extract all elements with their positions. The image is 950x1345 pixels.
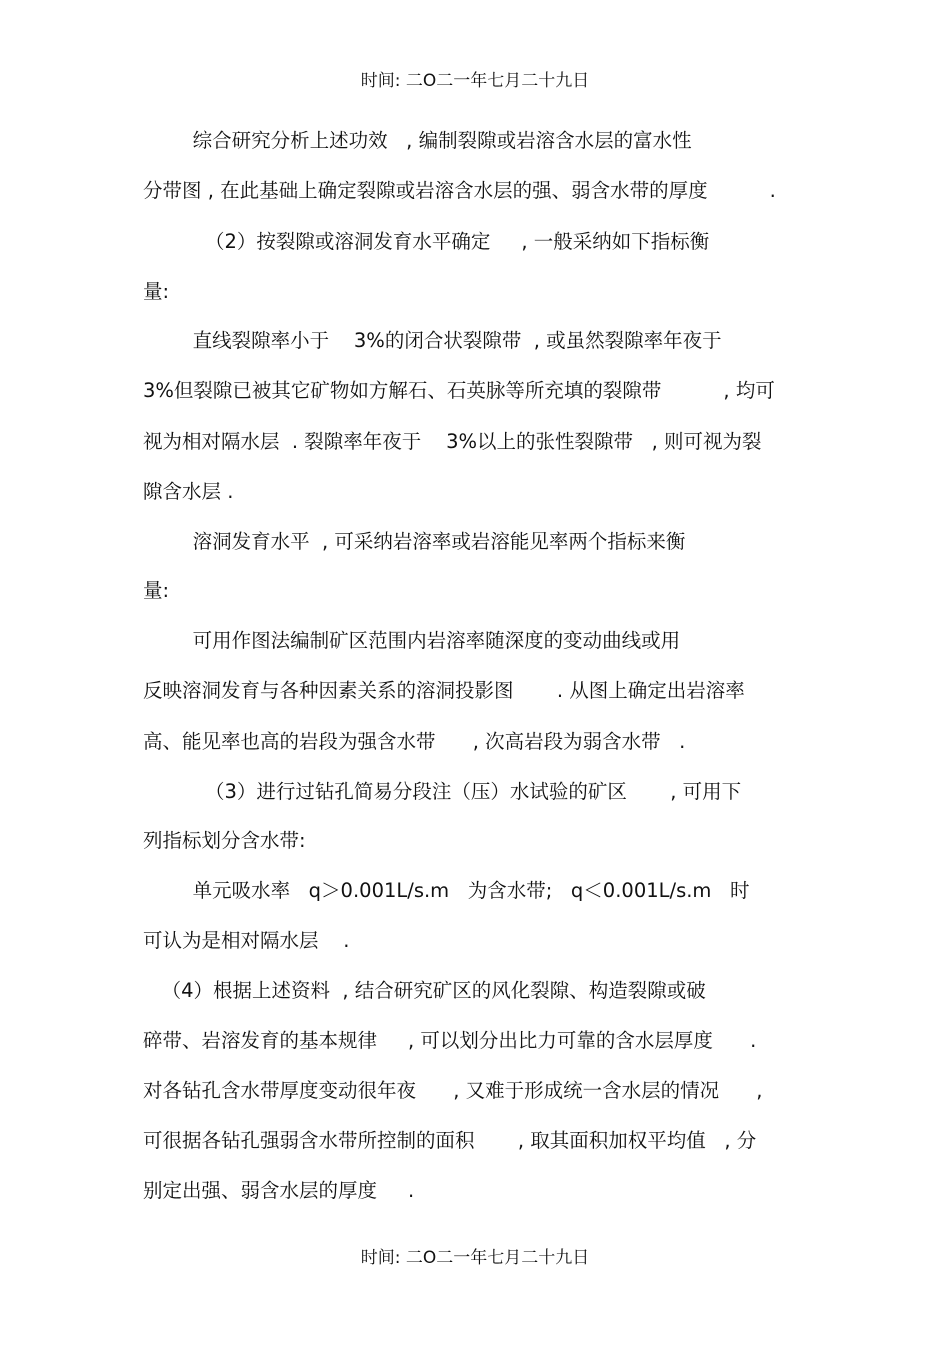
text-line: 别定出强、弱含水层的厚度 . bbox=[143, 1179, 415, 1202]
text-line: 高、能见率也高的岩段为强含水带 , 次高岩段为弱含水带 . bbox=[143, 730, 686, 753]
text-line: 3%但裂隙已被其它矿物如方解石、石英脉等所充填的裂隙带 , 均可 bbox=[143, 379, 775, 402]
page-header-date: 时间: 二O二一年七月二十九日 bbox=[360, 71, 590, 91]
text-line: 综合研究分析上述功效 , 编制裂隙或岩溶含水层的富水性 bbox=[143, 129, 692, 152]
text-line: 直线裂隙率小于 3%的闭合状裂隙带 , 或虽然裂隙率年夜于 bbox=[143, 329, 722, 352]
page-footer-date: 时间: 二O二一年七月二十九日 bbox=[360, 1248, 590, 1268]
text-line: 隙含水层 . bbox=[143, 480, 234, 503]
text-line: 可很据各钻孔强弱含水带所控制的面积 , 取其面积加权平均值 , 分 bbox=[143, 1129, 757, 1152]
text-line: 反映溶洞发育与各种因素关系的溶洞投影图 . 从图上确定出岩溶率 bbox=[143, 679, 745, 702]
text-line: 视为相对隔水层 . 裂隙率年夜于 3%以上的张性裂隙带 , 则可视为裂 bbox=[143, 430, 762, 453]
text-line: （3）进行过钻孔简易分段注（压）水试验的矿区 , 可用下 bbox=[143, 780, 742, 803]
text-line: 可认为是相对隔水层 . bbox=[143, 929, 350, 952]
text-line: 量: bbox=[143, 579, 170, 602]
text-line: 列指标划分含水带: bbox=[143, 829, 306, 852]
text-line: 溶洞发育水平 , 可采纳岩溶率或岩溶能见率两个指标来衡 bbox=[143, 530, 686, 553]
text-line: （2）按裂隙或溶洞发育水平确定 , 一般采纳如下指标衡 bbox=[143, 230, 710, 253]
text-line: 可用作图法编制矿区范围内岩溶率随深度的变动曲线或用 bbox=[143, 629, 681, 652]
text-line: 碎带、岩溶发育的基本规律 , 可以划分出比力可靠的含水层厚度 . bbox=[143, 1029, 757, 1052]
text-line: 量: bbox=[143, 280, 170, 303]
text-line: 单元吸水率 q＞0.001L/s.m 为含水带; q＜0.001L/s.m 时 bbox=[143, 879, 750, 902]
text-line: （4）根据上述资料 , 结合研究矿区的风化裂隙、构造裂隙或破 bbox=[143, 979, 706, 1002]
text-line: 对各钻孔含水带厚度变动很年夜 , 又难于形成统一含水层的情况 , bbox=[143, 1079, 763, 1102]
text-line: 分带图 , 在此基础上确定裂隙或岩溶含水层的强、弱含水带的厚度 . bbox=[143, 179, 776, 202]
